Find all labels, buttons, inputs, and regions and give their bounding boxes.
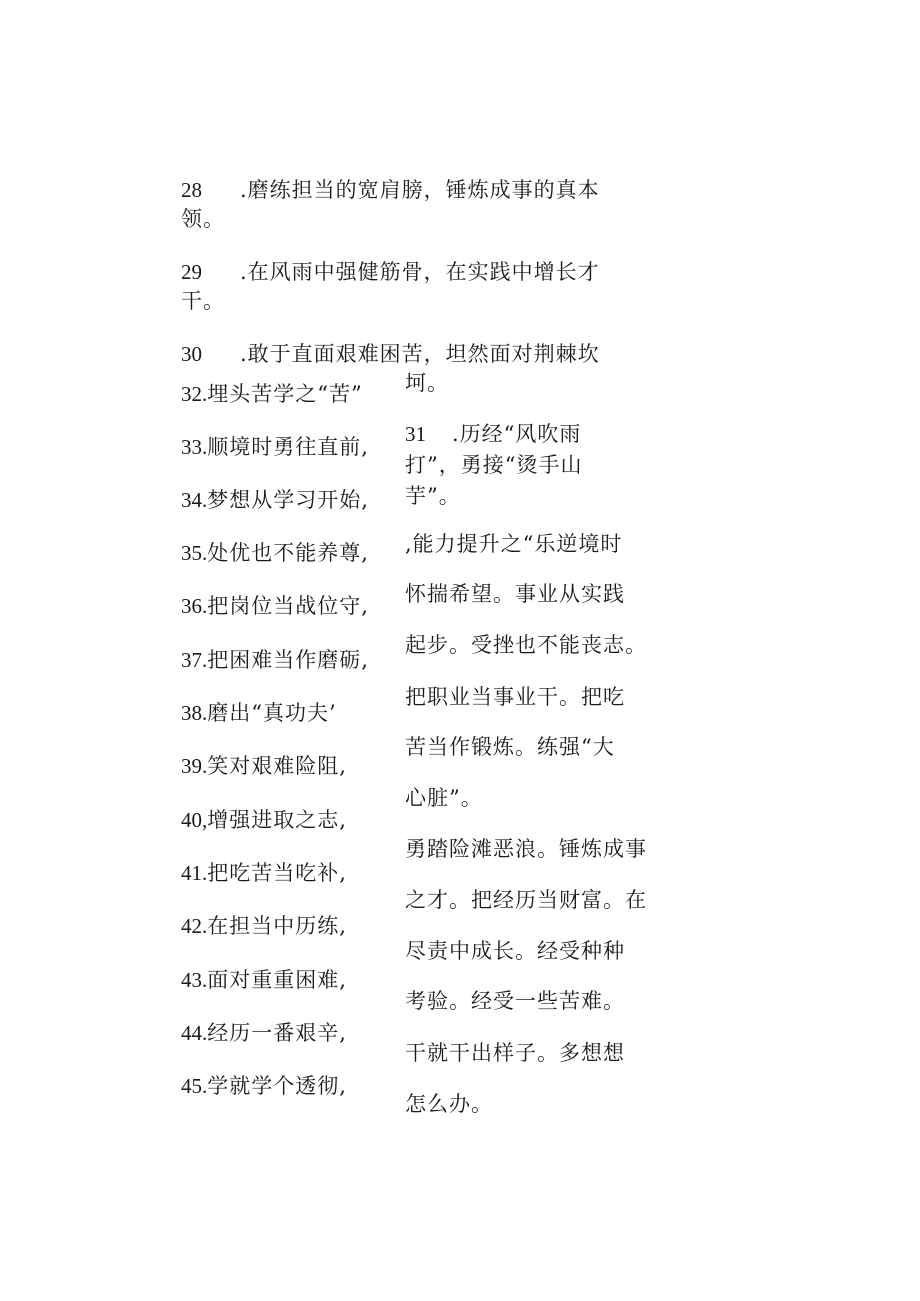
item-number: 31 xyxy=(405,422,426,446)
item-text: 学就学个透彻, xyxy=(207,1074,347,1098)
item-text: 笑对艰难险阻, xyxy=(207,754,347,778)
list-item xyxy=(181,1019,347,1047)
item-number: 37. xyxy=(181,648,208,672)
item-continuation: 干。 xyxy=(181,289,225,313)
right-text-line: ,能力提升之“乐逆境时 xyxy=(405,532,623,556)
list-item xyxy=(181,340,600,368)
item-continuation: 打”，勇接“烫手山 xyxy=(405,453,583,477)
item-number: 44. xyxy=(181,1021,208,1045)
item-text: 面对重重困难, xyxy=(207,968,347,992)
item-continuation: 芋”。 xyxy=(405,484,461,508)
item-text: 在担当中历练, xyxy=(207,914,347,938)
list-item xyxy=(181,699,337,727)
item-text: .敢于直面艰难困苦，坦然面对荆棘坎 xyxy=(240,342,600,366)
item-number: 40, xyxy=(181,808,208,832)
item-text: 埋头苦学之“苦” xyxy=(207,382,363,406)
list-item xyxy=(181,592,369,620)
item-text: 磨出“真功夫’ xyxy=(207,701,337,725)
item-number: 41. xyxy=(181,861,208,885)
list-item xyxy=(181,539,369,567)
list-item xyxy=(181,380,363,408)
list-item xyxy=(181,1072,347,1100)
item-number: 36. xyxy=(181,594,208,618)
item-text: .历经“风吹雨 xyxy=(452,422,582,446)
list-item xyxy=(181,486,369,514)
list-item xyxy=(181,912,347,940)
right-text-line: 把职业当事业干。把吃 xyxy=(405,685,625,709)
item-number: 42. xyxy=(181,914,208,938)
list-item xyxy=(181,258,600,286)
right-text-line: 干就干出样子。多想想 xyxy=(405,1041,625,1065)
right-text-line: 勇踏险滩恶浪。锤炼成事 xyxy=(405,837,647,861)
right-text-line: 起步。受挫也不能丧志。 xyxy=(405,633,647,657)
item-text: 经历一番艰辛, xyxy=(207,1021,347,1045)
right-text-line: 考验。经受一些苦难。 xyxy=(405,989,625,1013)
item-text: .在风雨中强健筋骨，在实践中增长才 xyxy=(240,260,600,284)
item-number: 38. xyxy=(181,701,208,725)
right-text-line: 尽责中成长。经受种种 xyxy=(405,939,625,963)
item-text: 梦想从学习开始, xyxy=(207,488,369,512)
item-text: 处优也不能养尊, xyxy=(207,541,369,565)
item-text: .磨练担当的宽肩膀，锤炼成事的真本 xyxy=(240,178,600,202)
item-text: 把困难当作磨砺, xyxy=(207,648,369,672)
item-continuation: 坷。 xyxy=(405,371,449,395)
list-item xyxy=(181,433,369,461)
right-text-line: 心脏”。 xyxy=(405,786,483,810)
list-item xyxy=(181,752,347,780)
item-number: 35. xyxy=(181,541,208,565)
right-text-line: 苦当作锻炼。练强“大 xyxy=(405,735,615,759)
list-item xyxy=(405,420,581,448)
item-number: 34. xyxy=(181,488,208,512)
item-number: 32. xyxy=(181,382,208,406)
item-number: 30 xyxy=(181,342,202,366)
item-continuation: 领。 xyxy=(181,207,225,231)
item-number: 45. xyxy=(181,1074,208,1098)
list-item xyxy=(181,806,347,834)
item-text: 把吃苦当吃补, xyxy=(207,861,347,885)
right-text-line: 怎么办。 xyxy=(405,1092,493,1116)
item-number: 29 xyxy=(181,260,202,284)
list-item xyxy=(181,966,347,994)
item-number: 43. xyxy=(181,968,208,992)
item-number: 39. xyxy=(181,754,208,778)
item-text: 增强进取之志, xyxy=(207,808,347,832)
item-text: 顺境时勇往直前, xyxy=(207,435,369,459)
list-item xyxy=(181,646,369,674)
item-number: 28 xyxy=(181,178,202,202)
list-item xyxy=(181,176,600,204)
item-text: 把岗位当战位守, xyxy=(207,594,369,618)
right-text-line: 之才。把经历当财富。在 xyxy=(405,888,647,912)
right-text-line: 怀揣希望。事业从实践 xyxy=(405,582,625,606)
item-number: 33. xyxy=(181,435,208,459)
list-item xyxy=(181,859,347,887)
